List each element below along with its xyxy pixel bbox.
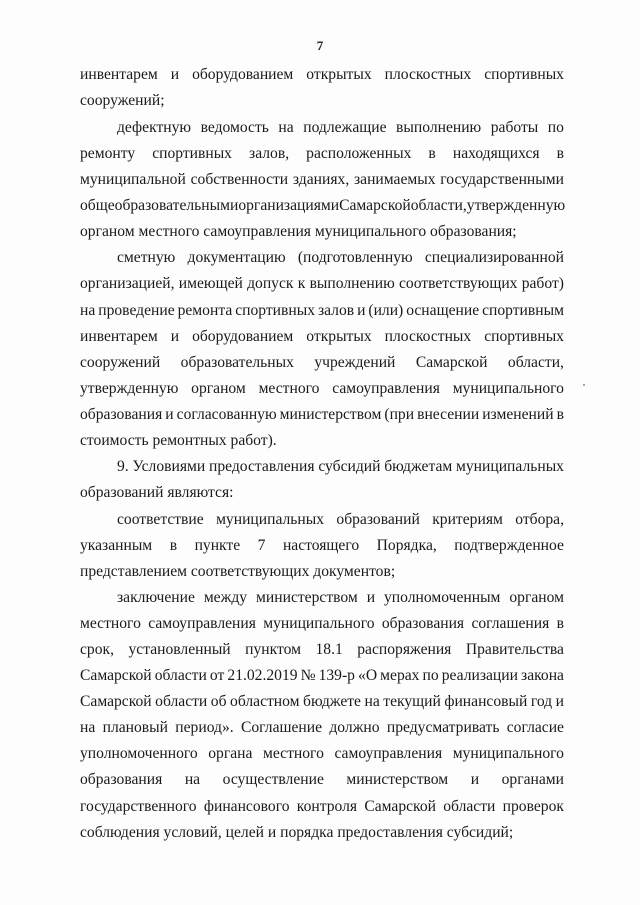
text-line: [117, 511, 564, 529]
word: самоуправления: [148, 615, 256, 632]
word: на: [80, 302, 96, 319]
word: местного: [258, 380, 320, 397]
word: имеющей: [178, 275, 243, 292]
word: Самарской: [80, 667, 152, 684]
word: должно: [329, 719, 380, 736]
word: муниципального: [263, 615, 375, 632]
text-line: [117, 119, 564, 137]
word: контроля: [296, 798, 358, 815]
text-line: соблюдения условий, целей и порядка предоставления субсидий;: [80, 824, 514, 841]
text-line: [80, 719, 564, 737]
word: расположенных: [306, 145, 412, 162]
word: самоуправления: [332, 380, 440, 397]
word: отбора,: [515, 511, 564, 528]
word: плоскостных: [384, 328, 472, 345]
word: уполномоченного: [80, 745, 198, 762]
word: общеобразовательными: [80, 197, 239, 214]
word: открытых: [306, 66, 372, 83]
word: инвентарем: [80, 328, 158, 345]
word: залов,: [249, 145, 290, 162]
word: зданиях,: [292, 171, 350, 188]
text-line: [80, 328, 564, 346]
word: выполнению: [309, 275, 395, 292]
text-line: [80, 145, 564, 163]
word: собственности: [190, 171, 289, 188]
text-line: [80, 406, 564, 424]
word: об: [210, 693, 227, 710]
text-line: [80, 171, 564, 189]
word: Самарской: [339, 197, 411, 214]
word: (при: [384, 406, 415, 423]
word: образований: [336, 511, 420, 528]
text-line: [80, 197, 564, 215]
word: установленный: [128, 641, 231, 658]
word: соглашения: [471, 615, 550, 632]
word: плановый: [102, 719, 168, 736]
word: образования: [381, 615, 465, 632]
word: изменений: [482, 406, 554, 423]
word: между: [203, 589, 248, 606]
word: министерством: [256, 589, 358, 606]
word: 7: [257, 537, 266, 554]
word: дефектную: [117, 119, 192, 136]
text-line: [80, 302, 564, 320]
page-number: 7: [316, 38, 324, 53]
word: (или): [368, 302, 404, 319]
word: и: [470, 771, 480, 788]
word: указанным: [80, 537, 153, 554]
text-line: [80, 667, 564, 685]
word: органа: [208, 745, 253, 762]
text-line: [80, 380, 564, 398]
word: в: [428, 145, 436, 162]
word: образовательных: [180, 354, 294, 371]
word: и: [165, 406, 174, 423]
text-line: [80, 615, 564, 633]
text-line: [117, 249, 564, 267]
word: образования: [80, 771, 163, 788]
word: текущий: [383, 693, 441, 710]
word: пунктом: [245, 641, 301, 658]
word: утвержденную: [80, 380, 179, 397]
word: Самарской: [364, 798, 436, 815]
word: внесении: [417, 406, 480, 423]
word: области,: [507, 354, 564, 371]
word: на: [184, 771, 201, 788]
word: муниципальной: [80, 171, 186, 188]
text-line: [117, 458, 564, 476]
word: оборудованием: [192, 66, 294, 83]
word: согласованную: [176, 406, 277, 423]
word: оборудованием: [192, 328, 294, 345]
word: ремонта: [177, 302, 233, 319]
word: органом: [509, 589, 564, 606]
text-line: стоимость ремонтных работ).: [80, 432, 277, 449]
word: настоящего: [282, 537, 360, 554]
word: муниципального: [452, 745, 564, 762]
word: закона: [521, 667, 564, 684]
word: Правительства: [465, 641, 564, 658]
word: в: [169, 537, 178, 554]
word: муниципальных: [456, 458, 564, 475]
word: спортивных: [484, 328, 564, 345]
word: бюджетам: [384, 458, 453, 475]
word: областном: [230, 693, 300, 710]
word: подтвержденное: [454, 537, 564, 554]
text-line: образований являются:: [80, 484, 234, 501]
word: по: [547, 119, 564, 136]
word: выполнению: [396, 119, 482, 136]
word: организацией,: [80, 275, 175, 292]
word: документацию: [187, 249, 286, 266]
word: год: [530, 693, 553, 710]
text-line: [80, 275, 564, 293]
word: и: [366, 589, 376, 606]
word: соответствие: [117, 511, 204, 528]
word: специализированной: [424, 249, 564, 266]
word: и: [555, 693, 564, 710]
word: местного: [80, 615, 141, 632]
text-line: [80, 745, 564, 763]
word: Порядка,: [376, 537, 437, 554]
text-line: [80, 641, 564, 659]
word: по: [422, 667, 439, 684]
word: 21.02.2019: [227, 667, 298, 684]
word: бюджете: [303, 693, 361, 710]
text-line: представлением соответствующих документов;: [80, 563, 396, 580]
word: срок,: [80, 641, 114, 658]
word: согласие: [506, 719, 564, 736]
word: на: [80, 719, 96, 736]
word: и: [170, 66, 180, 83]
word: сооружений: [80, 354, 161, 371]
word: в: [556, 615, 564, 632]
word: №: [300, 667, 316, 684]
word: уполномоченным: [384, 589, 501, 606]
word: (подготовленную: [297, 249, 413, 266]
word: субсидий: [318, 458, 381, 475]
word: 18.1: [315, 641, 343, 658]
word: организациями: [238, 197, 340, 214]
word: спортивных: [235, 302, 315, 319]
word: муниципального: [452, 380, 564, 397]
word: самоуправления: [334, 745, 443, 762]
word: Самарской: [415, 354, 488, 371]
word: министерством: [279, 406, 382, 423]
word: Соглашение: [240, 719, 323, 736]
word: и: [170, 328, 180, 345]
text-line: [80, 771, 564, 789]
word: к: [297, 275, 306, 292]
word: проверок: [502, 798, 564, 815]
word: области,: [410, 197, 467, 214]
word: органом: [191, 380, 246, 397]
word: государственного: [80, 798, 197, 815]
word: и: [357, 302, 366, 319]
word: в: [556, 406, 564, 423]
word: плоскостных: [384, 66, 472, 83]
text-line: [80, 354, 564, 372]
word: министерством: [346, 771, 449, 788]
text-line: сооружений;: [80, 92, 165, 109]
word: сметную: [117, 249, 176, 266]
word: местного: [263, 745, 324, 762]
word: органами: [501, 771, 564, 788]
word: находящихся: [452, 145, 540, 162]
word: образования: [80, 406, 163, 423]
word: в: [556, 145, 564, 162]
word: «О: [358, 667, 378, 684]
word: допуск: [247, 275, 294, 292]
word: открытых: [306, 328, 372, 345]
word: спортивных: [484, 66, 564, 83]
word: период».: [175, 719, 234, 736]
word: занимаемых: [353, 171, 436, 188]
word: 9.: [117, 458, 129, 475]
word: спортивным: [482, 302, 564, 319]
word: финансовый: [444, 693, 528, 710]
word: муниципальных: [216, 511, 325, 528]
word: спортивных: [152, 145, 232, 162]
word: государственными: [440, 171, 564, 188]
scan-speck: [583, 384, 585, 386]
word: на: [278, 119, 294, 136]
word: 139-р: [318, 667, 355, 684]
word: мерах: [380, 667, 420, 684]
word: утвержденную: [466, 197, 566, 214]
word: ремонту: [80, 145, 136, 162]
word: распоряжения: [357, 641, 452, 658]
word: реализации: [441, 667, 518, 684]
word: Условиями: [132, 458, 206, 475]
word: финансового: [203, 798, 290, 815]
word: оснащение: [406, 302, 480, 319]
word: пункте: [194, 537, 241, 554]
word: предусматривать: [386, 719, 500, 736]
text-line: [80, 66, 564, 84]
text-line: [80, 537, 564, 555]
word: от: [209, 667, 225, 684]
word: проведение: [98, 302, 175, 319]
word: ведомость: [200, 119, 269, 136]
word: Самарской: [80, 693, 152, 710]
word: области: [155, 693, 208, 710]
text-line: [80, 798, 564, 816]
word: критериям: [432, 511, 503, 528]
word: предоставления: [209, 458, 315, 475]
word: работ): [521, 275, 564, 292]
word: области: [443, 798, 496, 815]
word: осуществление: [222, 771, 324, 788]
text-line: [117, 589, 564, 607]
text-line: органом местного самоуправления муниципального образования;: [80, 223, 517, 240]
word: заключение: [117, 589, 195, 606]
word: инвентарем: [80, 66, 158, 83]
word: подлежащие: [303, 119, 387, 136]
word: соответствующих: [398, 275, 518, 292]
word: залов: [317, 302, 355, 319]
word: на: [364, 693, 380, 710]
word: учреждений: [314, 354, 396, 371]
text-line: [80, 693, 564, 711]
word: работы: [490, 119, 539, 136]
word: области: [154, 667, 207, 684]
